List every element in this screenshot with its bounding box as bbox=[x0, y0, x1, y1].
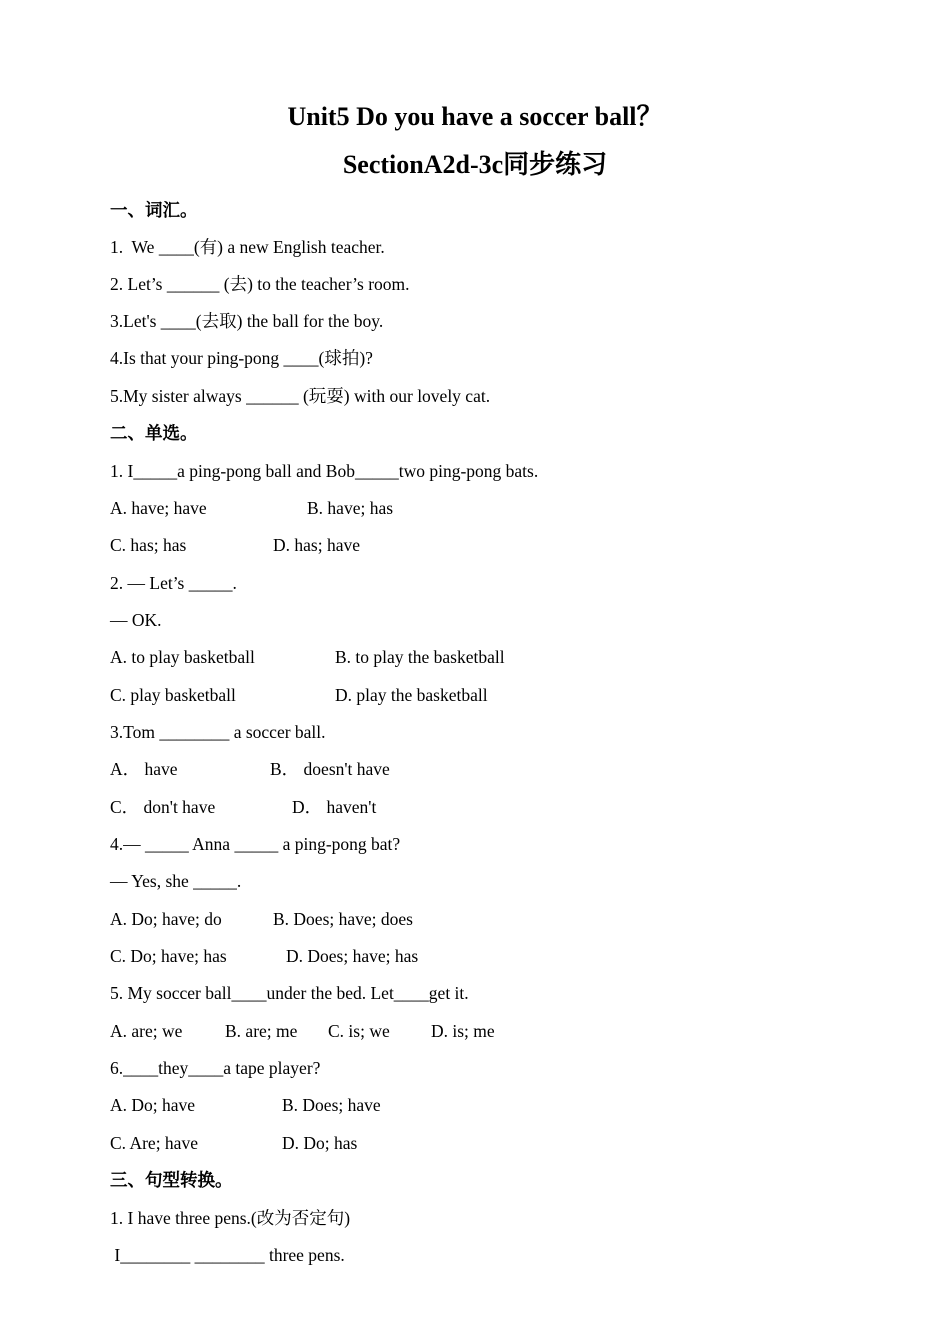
question-6-option-c: C. Are; have bbox=[110, 1133, 198, 1153]
question-2-option-d: D. play the basketball bbox=[335, 685, 488, 705]
title-line-2: SectionA2d-3c同步练习 bbox=[342, 150, 608, 179]
question-2-option-b: B. to play the basketball bbox=[335, 647, 505, 667]
question-3-option-d: D． haven't bbox=[292, 797, 377, 817]
section-heading: 一、词汇。 bbox=[110, 200, 198, 220]
question-1-option-a: A. have; have bbox=[110, 498, 207, 518]
question-1-stem: 1. I_____a ping-pong ball and Bob_____two ping-pong bats. bbox=[110, 461, 539, 481]
question-6-option-d: D. Do; has bbox=[282, 1133, 358, 1153]
title-line-1: Unit5 Do you have a soccer ball？ bbox=[287, 102, 663, 131]
vocab-item-3: 3.Let's ____(去取) the ball for the boy. bbox=[110, 311, 384, 331]
vocab-item-5: 5.My sister always ______ (玩耍) with our lovely cat. bbox=[110, 386, 491, 406]
question-4-response: — Yes, she _____. bbox=[110, 871, 242, 891]
question-2-response: — OK. bbox=[110, 610, 162, 630]
question-6-stem: 6.____they____a tape player? bbox=[110, 1058, 321, 1078]
question-6-option-a: A. Do; have bbox=[110, 1095, 196, 1115]
question-3-stem: 3.Tom ________ a soccer ball. bbox=[110, 722, 326, 742]
question-3-option-a: A． have bbox=[110, 759, 178, 779]
question-4-option-a: A. Do; have; do bbox=[110, 909, 222, 929]
question-5-option-d: D. is; me bbox=[431, 1021, 495, 1041]
question-3-option-c: C． don't have bbox=[110, 797, 216, 817]
question-4-stem: 4.— _____ Anna _____ a ping-pong bat? bbox=[110, 834, 401, 854]
section-heading: 二、单选。 bbox=[110, 423, 198, 443]
transform-question-1-stem: 1. I have three pens.(改为否定句) bbox=[110, 1208, 351, 1228]
question-4-option-b: B. Does; have; does bbox=[273, 909, 413, 929]
question-5-stem: 5. My soccer ball____under the bed. Let____get it. bbox=[110, 983, 469, 1003]
question-5-option-b: B. are; me bbox=[225, 1021, 298, 1041]
question-1-option-d: D. has; have bbox=[273, 535, 360, 555]
question-4-option-d: D. Does; have; has bbox=[286, 946, 419, 966]
vocab-item-4: 4.Is that your ping-pong ____(球拍)? bbox=[110, 348, 373, 368]
section-heading: 三、句型转换。 bbox=[110, 1170, 233, 1190]
vocab-item-2: 2. Let’s ______ (去) to the teacher’s room. bbox=[110, 274, 410, 294]
question-5-option-c: C. is; we bbox=[328, 1021, 390, 1041]
question-4-option-c: C. Do; have; has bbox=[110, 946, 227, 966]
question-2-stem: 2. — Let’s _____. bbox=[110, 573, 237, 593]
question-2-option-c: C. play basketball bbox=[110, 685, 236, 705]
question-1-option-c: C. has; has bbox=[110, 535, 187, 555]
vocab-item-1: 1. We ____(有) a new English teacher. bbox=[110, 237, 385, 257]
question-5-option-a: A. are; we bbox=[110, 1021, 183, 1041]
question-1-option-b: B. have; has bbox=[307, 498, 394, 518]
transform-question-1-answer-line: I________ ________ three pens. bbox=[110, 1245, 345, 1265]
question-2-option-a: A. to play basketball bbox=[110, 647, 255, 667]
question-6-option-b: B. Does; have bbox=[282, 1095, 381, 1115]
question-3-option-b: B． doesn't have bbox=[270, 759, 390, 779]
